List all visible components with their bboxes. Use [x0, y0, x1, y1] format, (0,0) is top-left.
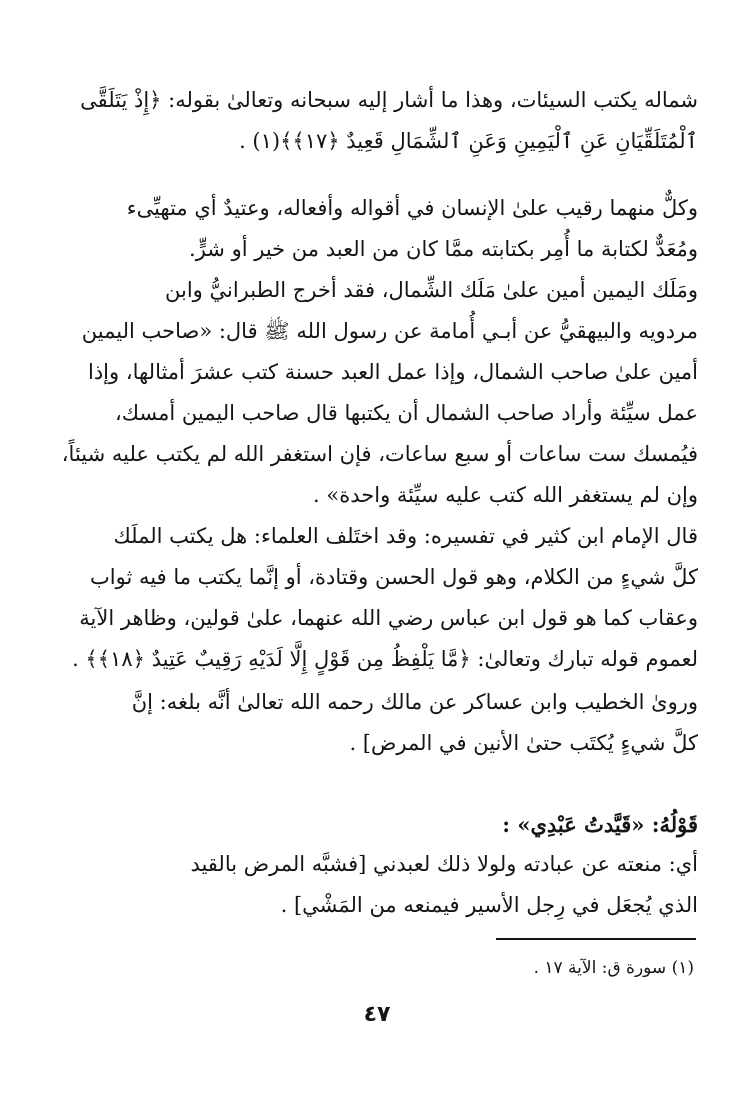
- text-line: الذي يُجعَل في رِجل الأسير فيمنعه من المَشْي] .: [280, 893, 698, 917]
- text-line: فيُمسك ست ساعات أو سبع ساعات، فإن استغفر الله لم يكتب عليه شيئاً،: [61, 442, 698, 466]
- footnote-divider: [496, 938, 696, 940]
- paragraph-explanation: [56, 844, 698, 926]
- text-line: أمين علىٰ صاحب الشمال، وإذا عمل العبد حسنة كتب عشرَ أمثالها، وإذا: [87, 360, 698, 384]
- quran-verse-line: لعموم قوله تبارك وتعالىٰ: ﴿مَّا يَلْفِظُ مِن قَوْلٍ إِلَّا لَدَيْهِ رَقِيبٌ عَتِيدٌ ﴿١٨﴾﴾ .: [72, 647, 698, 671]
- text-line: مردويه والبيهقيُّ عن أبـي أُمامة عن رسول الله ﷺ قال: «صاحب اليمين: [81, 319, 698, 343]
- text-line: شماله يكتب السيئات، وهذا ما أشار إليه سبحانه وتعالىٰ بقوله: ﴿إِذْ يَتَلَقَّى: [80, 88, 698, 112]
- heading-text: قَوْلُهُ: «قَيَّدتُ عَبْدِي» :: [502, 812, 698, 837]
- text-line: وعقاب كما هو قول ابن عباس رضي الله عنهما، علىٰ قولين، وظاهر الآية: [79, 606, 698, 630]
- paragraph-ibn-kathir: [56, 516, 698, 680]
- text-line: قال الإمام ابن كثير في تفسيره: وقد اختَلف العلماء: هل يكتب الملَك: [113, 524, 698, 548]
- text-line: ورویٰ الخطيب وابن عساكر عن مالك رحمه الله تعالىٰ أنَّه بلغه: إنَّ: [131, 690, 698, 714]
- text-line: ومُعَدٌّ لكتابة ما أُمِر بكتابته ممَّا كان من العبد من خير أو شرٍّ.: [189, 237, 698, 261]
- text-line: كلَّ شيءٍ يُكتَب حتىٰ الأنين في المرض] .: [349, 731, 698, 755]
- text-line: كلَّ شيءٍ من الكلام، وهو قول الحسن وقتادة، أو إنَّما يكتب ما فيه ثواب: [90, 565, 698, 589]
- quran-verse-line: ٱلْمُتَلَقِّيَانِ عَنِ ٱلْيَمِينِ وَعَنِ ٱلشِّمَالِ قَعِيدٌ ﴿١٧﴾﴾(١) .: [239, 129, 698, 153]
- text-line: عمل سيِّئة وأراد صاحب الشمال أن يكتبها قال صاحب اليمين أمسك،: [114, 401, 698, 425]
- paragraph-hadith: [56, 270, 698, 516]
- footnote: (١) سورة ق: الآية ١٧ .: [533, 958, 694, 978]
- text-line: أي: منعته عن عبادته ولولا ذلك لعبدني [فشبَّه المرض بالقيد: [190, 852, 698, 876]
- section-heading: [56, 804, 698, 845]
- page-number: ٤٧: [363, 1002, 391, 1027]
- text-line: وكلٌّ منهما رقيب علىٰ الإنسان في أقواله وأفعاله، وعتيدٌ أي متهيِّىء: [126, 196, 698, 220]
- text-line: ومَلَك اليمين أمين علىٰ مَلَك الشِّمال، فقد أخرج الطبرانيُّ وابن: [165, 278, 698, 302]
- paragraph-verse-intro: [56, 80, 698, 162]
- paragraph-al-khatib: [56, 682, 698, 764]
- text-line: وإن لم يستغفر الله كتب عليه سيِّئة واحدة» .: [313, 483, 698, 507]
- paragraph-raqib-atid: [56, 188, 698, 270]
